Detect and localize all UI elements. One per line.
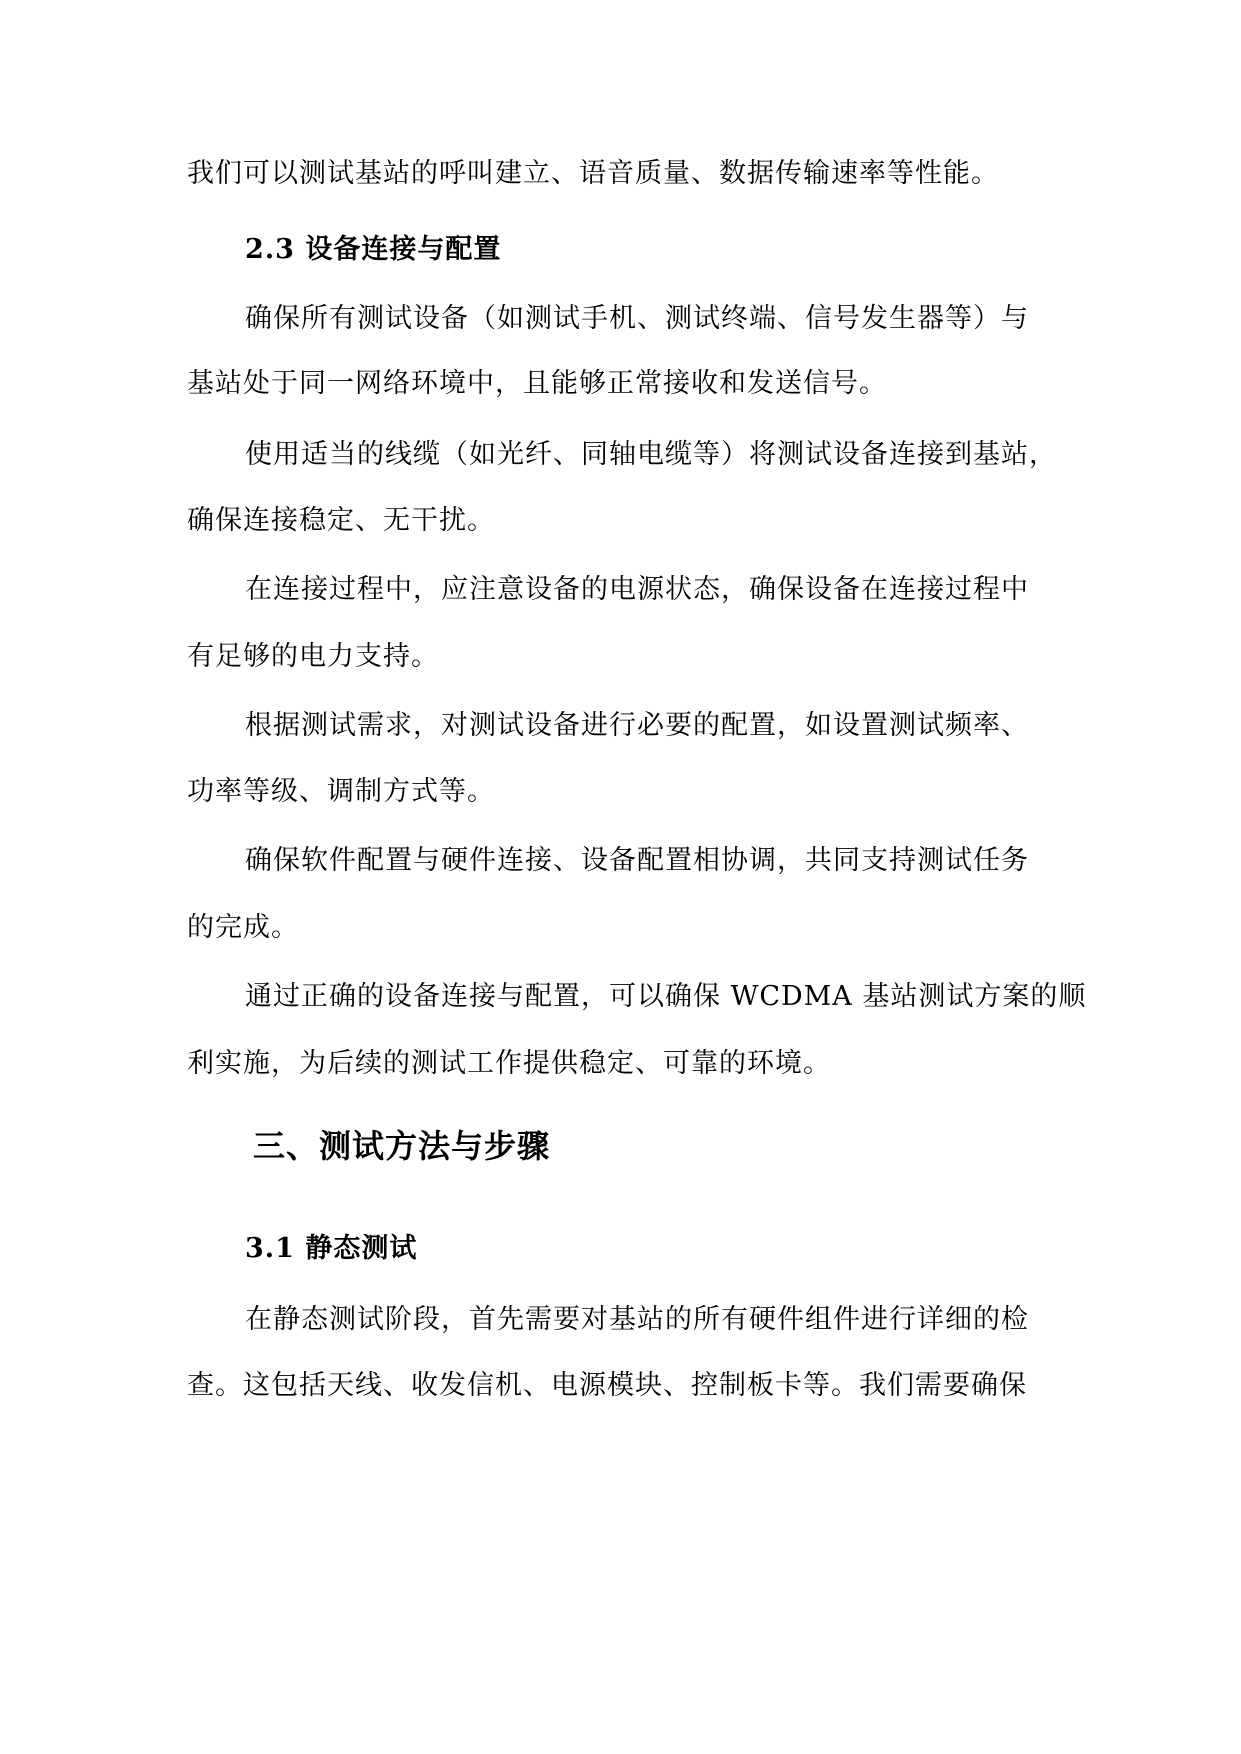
- paragraph-line: 确保连接稳定、无干扰。: [187, 505, 495, 536]
- paragraph-line: 在连接过程中，应注意设备的电源状态，确保设备在连接过程中: [245, 574, 1029, 605]
- paragraph-line: 有足够的电力支持。: [187, 641, 439, 672]
- paragraph-line: 查。这包括天线、收发信机、电源模块、控制板卡等。我们需要确保: [187, 1370, 1027, 1401]
- chapter-heading-3: 三、测试方法与步骤: [253, 1127, 551, 1165]
- paragraph-line: 确保软件配置与硬件连接、设备配置相协调，共同支持测试任务: [245, 845, 1029, 876]
- paragraph-line: 的完成。: [187, 912, 299, 943]
- paragraph-line: 功率等级、调制方式等。: [187, 776, 495, 807]
- paragraph-line: 通过正确的设备连接与配置，可以确保 WCDMA 基站测试方案的顺: [245, 981, 1087, 1012]
- section-heading-3-1: 3.1 静态测试: [245, 1233, 418, 1264]
- paragraph-line: 在静态测试阶段，首先需要对基站的所有硬件组件进行详细的检: [245, 1304, 1029, 1335]
- paragraph-line: 根据测试需求，对测试设备进行必要的配置，如设置测试频率、: [245, 710, 1029, 741]
- paragraph-line: 确保所有测试设备（如测试手机、测试终端、信号发生器等）与: [245, 303, 1029, 334]
- paragraph-line: 使用适当的线缆（如光纤、同轴电缆等）将测试设备连接到基站，: [245, 439, 1057, 470]
- paragraph-line: 利实施，为后续的测试工作提供稳定、可靠的环境。: [187, 1048, 831, 1079]
- section-heading-2-3: 2.3 设备连接与配置: [245, 234, 502, 265]
- paragraph-line: 我们可以测试基站的呼叫建立、语音质量、数据传输速率等性能。: [187, 158, 999, 189]
- paragraph-line: 基站处于同一网络环境中，且能够正常接收和发送信号。: [187, 368, 887, 399]
